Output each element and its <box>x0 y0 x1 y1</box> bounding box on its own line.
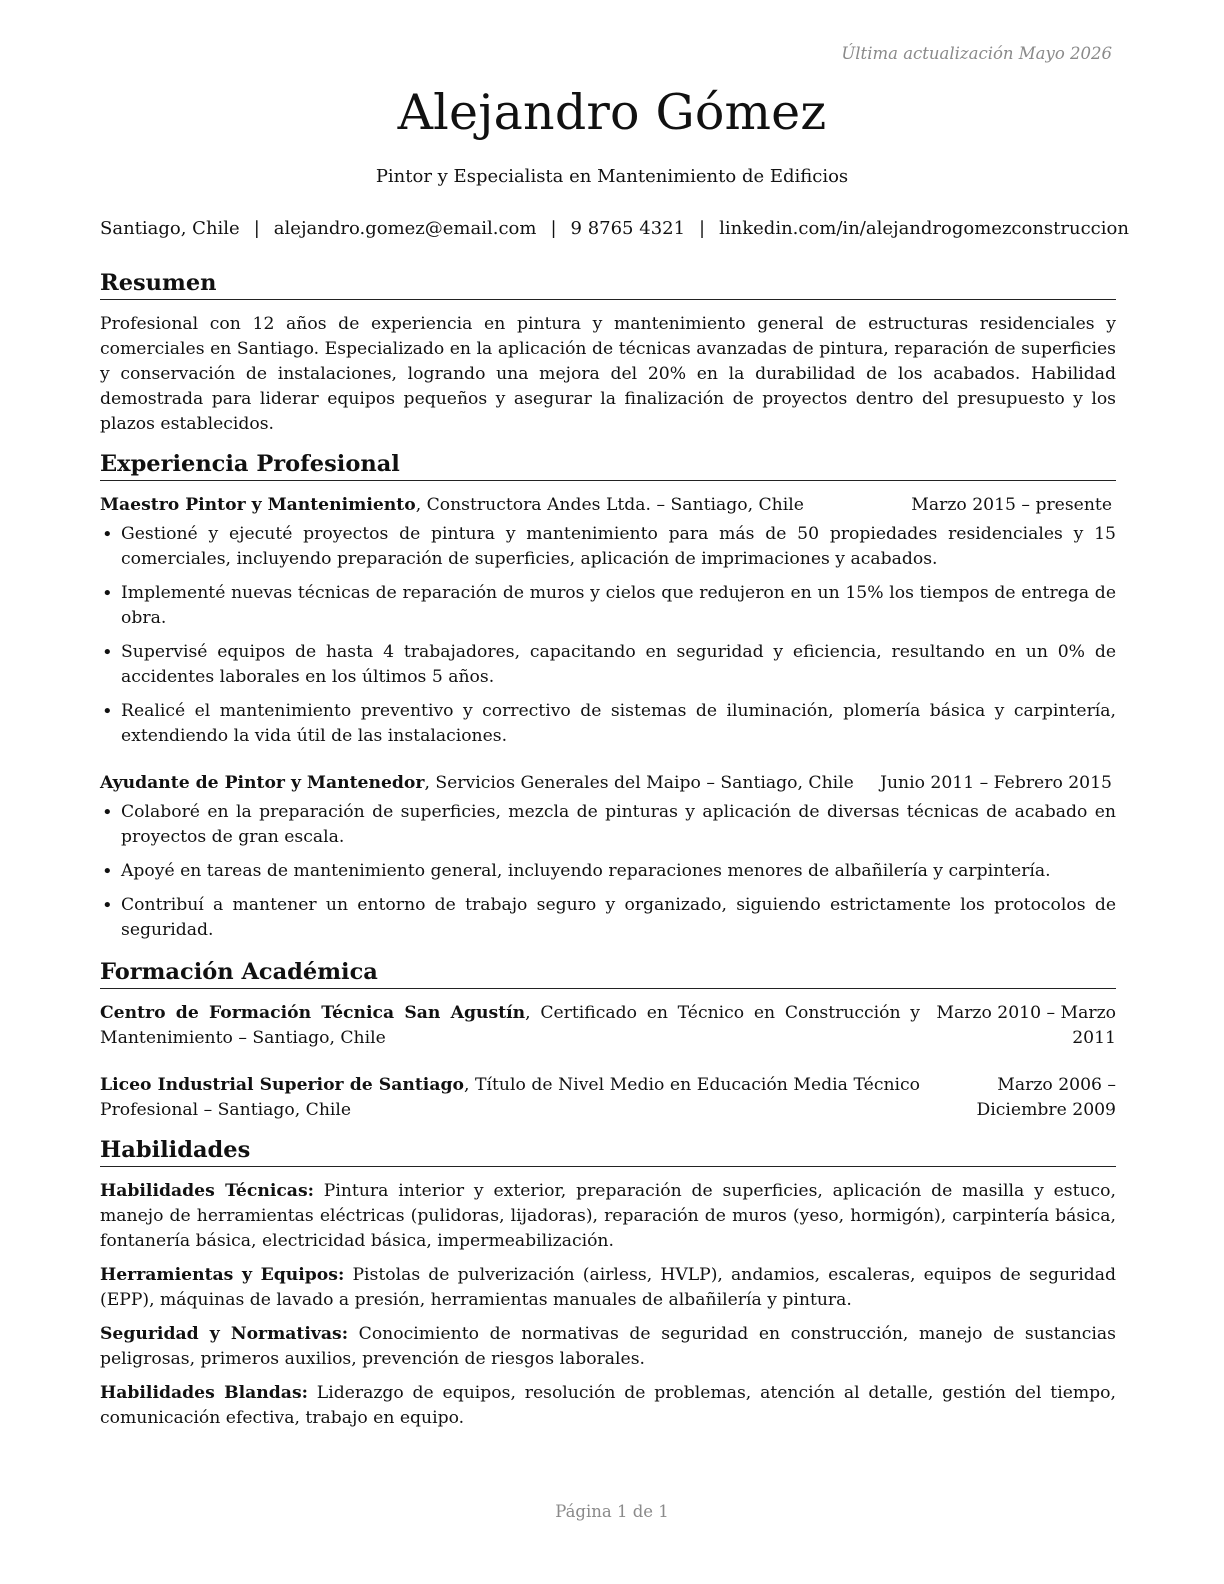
job-bullet: • Supervisé equipos de hasta 4 trabajadores, capacitando en seguridad y eficiencia, resultando en un 0% de accidentes laborales en los últimos 5 años. <box>100 640 1116 690</box>
contact-separator: | <box>253 218 260 239</box>
education-entry <box>100 1001 1116 1051</box>
resume-content <box>100 268 1116 1443</box>
education-school: Liceo Industrial Superior de Santiago <box>100 1075 464 1095</box>
job-company: , Servicios Generales del Maipo – Santiago, Chile <box>424 773 854 793</box>
skill-label: Seguridad y Normativas: <box>100 1324 349 1344</box>
job-bullet: • Realicé el mantenimiento preventivo y correctivo de sistemas de iluminación, plomería básica y carpintería, extendiendo la vida útil de las instalaciones. <box>100 699 1116 749</box>
education-detail <box>100 1001 920 1051</box>
job-title-line <box>100 493 804 518</box>
job-bullet: • Apoyé en tareas de mantenimiento general, incluyendo reparaciones menores de albañilería y carpintería. <box>100 859 1116 884</box>
education-detail <box>100 1073 920 1123</box>
contact-linkedin[interactable]: linkedin.com/in/alejandrogomezconstruccion <box>719 218 1129 239</box>
contact-email[interactable]: alejandro.gomez@email.com <box>273 218 537 239</box>
education-program: , Título de Nivel Medio en Educación Media Técnico Profesional – Santiago, Chile <box>100 1075 920 1120</box>
contact-location: Santiago, Chile <box>100 218 240 239</box>
job-bullet: • Contribuí a mantener un entorno de trabajo seguro y organizado, siguiendo estrictamente los protocolos de seguridad. <box>100 893 1116 943</box>
skill-label: Habilidades Blandas: <box>100 1383 308 1403</box>
candidate-name: Alejandro Gómez <box>397 84 827 141</box>
job-bullet: • Colaboré en la preparación de superficies, mezcla de pinturas y aplicación de diversas técnicas de acabado en proyectos de gran escala. <box>100 800 1116 850</box>
job-entry <box>100 771 1116 943</box>
job-bullets <box>100 800 1116 943</box>
section-title-summary: Resumen <box>100 268 1116 300</box>
page-footer: Página 1 de 1 <box>555 1502 669 1521</box>
skill-text: Liderazgo de equipos, resolución de problemas, atención al detalle, gestión del tiempo, comunicación efectiva, trabajo en equipo. <box>100 1383 1116 1428</box>
candidate-headline: Pintor y Especialista en Mantenimiento de Edificios <box>375 166 849 187</box>
summary-section <box>100 268 1116 437</box>
section-title-education: Formación Académica <box>100 957 1116 989</box>
experience-section <box>100 449 1116 943</box>
contact-separator: | <box>550 218 557 239</box>
job-dates: Junio 2011 – Febrero 2015 <box>880 773 1112 793</box>
job-dates: Marzo 2015 – presente <box>911 495 1112 515</box>
summary-text: Profesional con 12 años de experiencia en pintura y mantenimiento general de estructuras residenciales y comerciales en Santiago. Especializado en la aplicación de técnicas avanzadas de pintura, reparación de superficies y conservación de instalaciones, logrando una mejora del 20% en la durabilidad de los acabados. Habilidad demostrada para liderar equipos pequeños y asegurar la finalización de proyectos dentro del presupuesto y los plazos establecidos. <box>100 314 1116 434</box>
last-updated: Última actualización Mayo 2026 <box>841 44 1112 63</box>
job-role: Ayudante de Pintor y Mantenedor <box>100 773 425 793</box>
job-header <box>100 493 1116 518</box>
education-dates: Marzo 2010 – Marzo 2011 <box>936 1003 1116 1048</box>
job-bullet: • Gestioné y ejecuté proyectos de pintura y mantenimiento para más de 50 propiedades residenciales y 15 comerciales, incluyendo preparación de superficies, aplicación de imprimaciones y acabados. <box>100 522 1116 572</box>
skill-text: Conocimiento de normativas de seguridad en construcción, manejo de sustancias peligrosas, primeros auxilios, prevención de riesgos laborales. <box>100 1324 1116 1369</box>
skill-label: Herramientas y Equipos: <box>100 1265 345 1285</box>
contact-line <box>100 218 1129 239</box>
skills-section <box>100 1135 1116 1431</box>
job-header <box>100 771 1116 796</box>
skill-label: Habilidades Técnicas: <box>100 1181 314 1201</box>
job-entry <box>100 493 1116 749</box>
education-section <box>100 957 1116 1123</box>
education-entry <box>100 1073 1116 1123</box>
section-title-skills: Habilidades <box>100 1135 1116 1167</box>
job-company: , Constructora Andes Ltda. – Santiago, Chile <box>415 495 804 515</box>
job-title-line <box>100 771 854 796</box>
skill-text: Pintura interior y exterior, preparación de superficies, aplicación de masilla y estuco, manejo de herramientas eléctricas (pulidoras, lijadoras), reparación de muros (yeso, hormigón), carpintería básica, fontanería básica, electricidad básica, impermeabilización. <box>100 1181 1116 1251</box>
education-dates: Marzo 2006 – Diciembre 2009 <box>976 1075 1116 1120</box>
job-role: Maestro Pintor y Mantenimiento <box>100 495 416 515</box>
skill-group <box>100 1263 1116 1313</box>
job-bullet: • Implementé nuevas técnicas de reparación de muros y cielos que redujeron en un 15% los tiempos de entrega de obra. <box>100 581 1116 631</box>
skill-group <box>100 1322 1116 1372</box>
skill-group <box>100 1179 1116 1254</box>
contact-phone: 9 8765 4321 <box>570 218 686 239</box>
skill-group <box>100 1381 1116 1431</box>
section-title-experience: Experiencia Profesional <box>100 449 1116 481</box>
job-bullets <box>100 522 1116 749</box>
education-program: , Certificado en Técnico en Construcción y Mantenimiento – Santiago, Chile <box>100 1003 920 1048</box>
contact-separator: | <box>699 218 706 239</box>
education-school: Centro de Formación Técnica San Agustín <box>100 1003 526 1023</box>
skill-text: Pistolas de pulverización (airless, HVLP), andamios, escaleras, equipos de seguridad (EPP), máquinas de lavado a presión, herramientas manuales de albañilería y pintura. <box>100 1265 1117 1310</box>
